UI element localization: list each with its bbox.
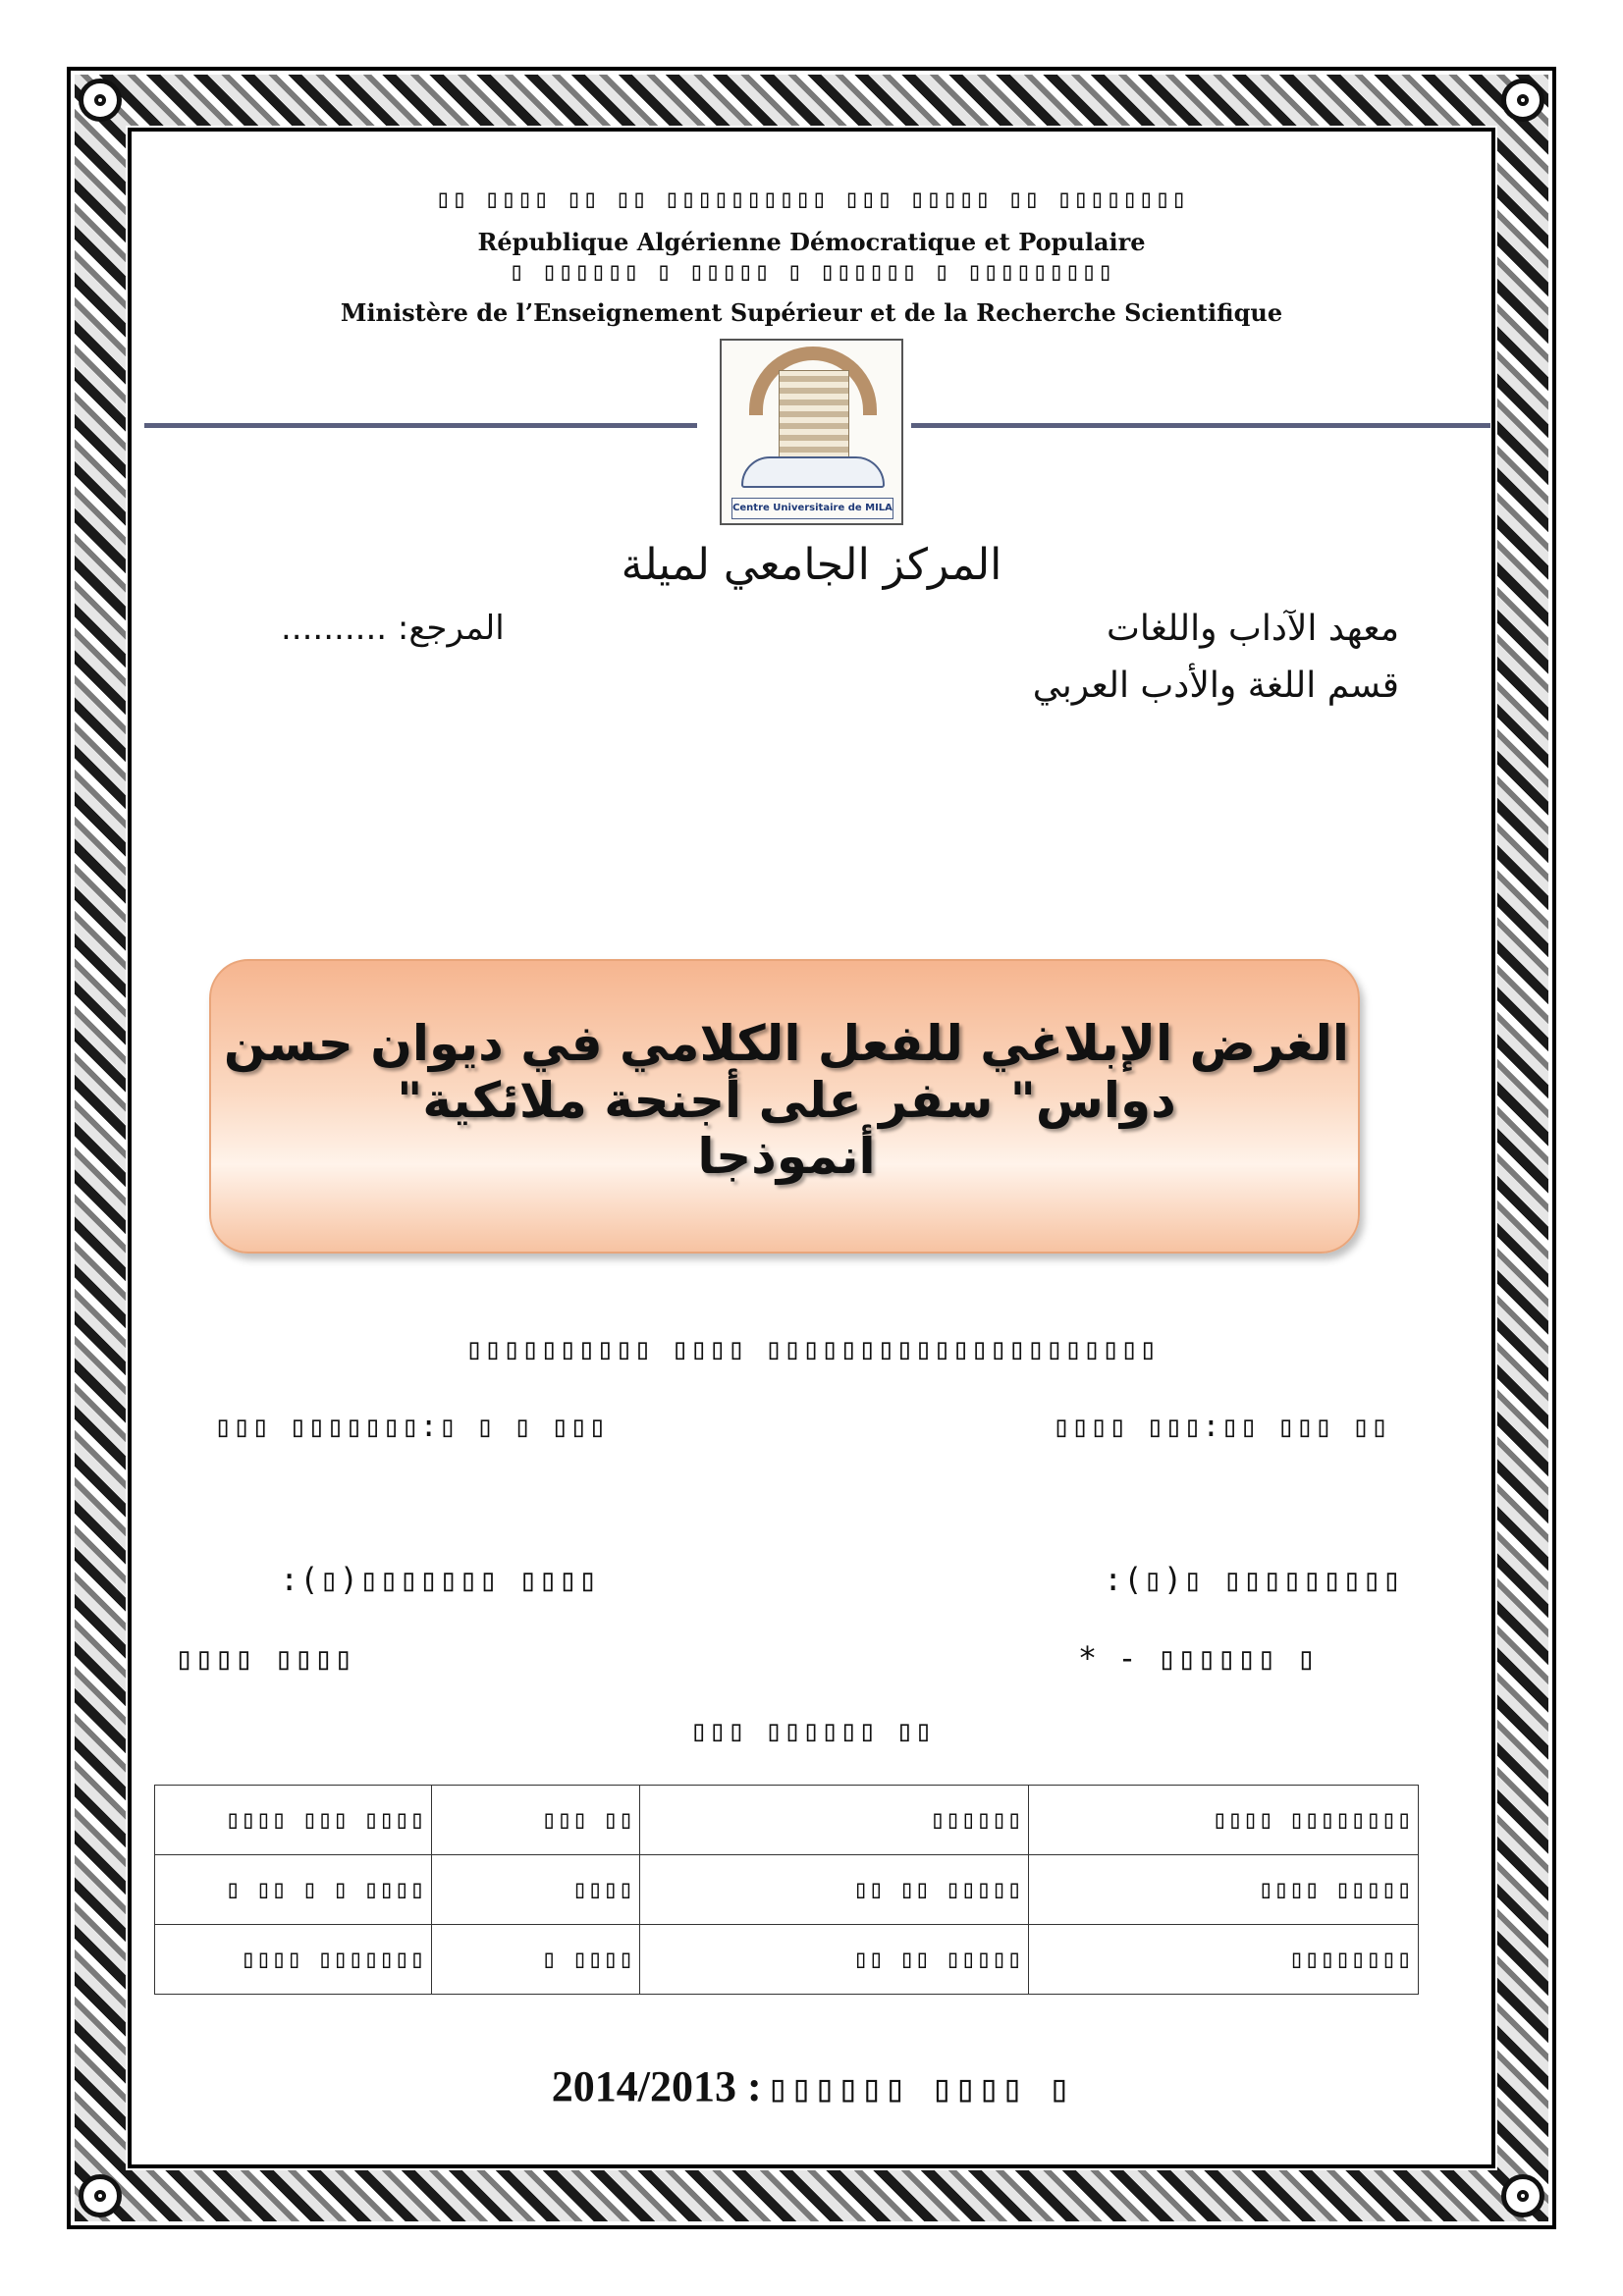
corner-ornament-icon <box>79 2174 122 2217</box>
logo-caption: Centre Universitaire de MILA <box>731 498 893 519</box>
table-row <box>155 1855 1419 1925</box>
table-row <box>155 1786 1419 1855</box>
academic-year-label: ▯▯▯▯▯▯ ▯▯▯▯ ▯ <box>766 2066 1072 2109</box>
jury-title: ▯▯▯ ▯▯▯▯▯▯ ▯▯ <box>689 1714 934 1748</box>
table-cell: ▯▯▯▯ ▯▯▯▯▯▯▯▯ <box>1029 1786 1419 1855</box>
supervisor-label: :(▯)▯▯▯▯▯▯▯ ▯▯▯▯ <box>280 1561 599 1598</box>
table-cell: ▯▯▯▯ ▯▯▯▯▯▯▯ <box>155 1925 432 1995</box>
table-cell: ▯▯ ▯▯ ▯▯▯▯▯ <box>640 1855 1029 1925</box>
table-cell: ▯▯▯▯ ▯▯▯▯▯ <box>1029 1855 1419 1925</box>
table-cell: ▯ ▯▯▯▯ <box>431 1925 640 1995</box>
institute-name: معهد الآداب واللغات <box>1107 609 1399 649</box>
table-cell: ▯▯▯▯▯▯ <box>640 1786 1029 1855</box>
divider-left <box>144 423 697 428</box>
thesis-title-box <box>209 959 1360 1254</box>
academic-year <box>0 2061 1623 2111</box>
corner-ornament-icon <box>1501 79 1544 122</box>
center-name: المركز الجامعي لميلة <box>621 540 1002 590</box>
table-row <box>155 1925 1419 1995</box>
student-label: :(▯)▯ ▯▯▯▯▯▯▯▯▯ <box>1104 1561 1402 1598</box>
specialty-left: ▯▯▯ ▯▯▯▯▯▯▯:▯ ▯ ▯ ▯▯▯ <box>214 1410 608 1444</box>
corner-ornament-icon <box>1501 2174 1544 2217</box>
academic-year-value: 2014/2013 : <box>551 2062 762 2110</box>
table-cell: ▯▯▯▯ <box>431 1855 640 1925</box>
table-cell: ▯▯ ▯▯ ▯▯▯▯▯ <box>640 1925 1029 1995</box>
student-name: * - ▯▯▯▯▯▯ ▯ <box>1077 1639 1317 1677</box>
table-cell: ▯▯▯▯▯▯▯▯ <box>1029 1925 1419 1995</box>
divider-right <box>911 423 1490 428</box>
thesis-title-line1: الغرض الإبلاغي للفعل الكلامي في ديوان حسن دواس" سفر على أجنحة ملائكية" <box>223 1015 1350 1129</box>
header-french-republic: République Algérienne Démocratique et Populaire <box>477 228 1146 256</box>
header-french-ministry: Ministère de l’Enseignement Supérieur et de la Recherche Scientifique <box>340 298 1283 327</box>
header-arabic-republic: ▯▯ ▯▯▯▯ ▯▯ ▯▯ ▯▯▯▯▯▯▯▯▯▯ ▯▯▯ ▯▯▯▯▯ ▯▯ ▯▯▯▯▯▯▯▯ <box>435 185 1188 214</box>
specialty-right: ▯▯▯▯ ▯▯▯:▯▯ ▯▯▯ ▯▯ <box>1052 1410 1389 1444</box>
logo-book-icon <box>741 456 885 488</box>
degree-line: ▯▯▯▯▯▯▯▯▯▯ ▯▯▯▯ ▯▯▯▯▯▯▯▯▯▯▯▯▯▯▯▯▯▯▯▯▯ <box>464 1332 1159 1366</box>
logo-building-icon <box>779 370 849 465</box>
header-arabic-ministry: ▯ ▯▯▯▯▯▯ ▯ ▯▯▯▯▯ ▯ ▯▯▯▯▯▯ ▯ ▯▯▯▯▯▯▯▯▯ <box>509 257 1114 287</box>
jury-table <box>154 1785 1419 1995</box>
table-cell: ▯▯▯ ▯▯ <box>431 1786 640 1855</box>
thesis-title-line2: أنموذجا <box>697 1128 876 1185</box>
table-cell: ▯ ▯▯ ▯ ▯ ▯▯▯▯ <box>155 1855 432 1925</box>
department-name: قسم اللغة والأدب العربي <box>1032 666 1399 706</box>
corner-ornament-icon <box>79 79 122 122</box>
table-cell: ▯▯▯▯ ▯▯▯ ▯▯▯▯ <box>155 1786 432 1855</box>
university-logo <box>720 339 903 525</box>
reference-field: المرجع: .......... <box>281 609 505 648</box>
supervisor-name: ▯▯▯▯ ▯▯▯▯ <box>175 1639 354 1677</box>
